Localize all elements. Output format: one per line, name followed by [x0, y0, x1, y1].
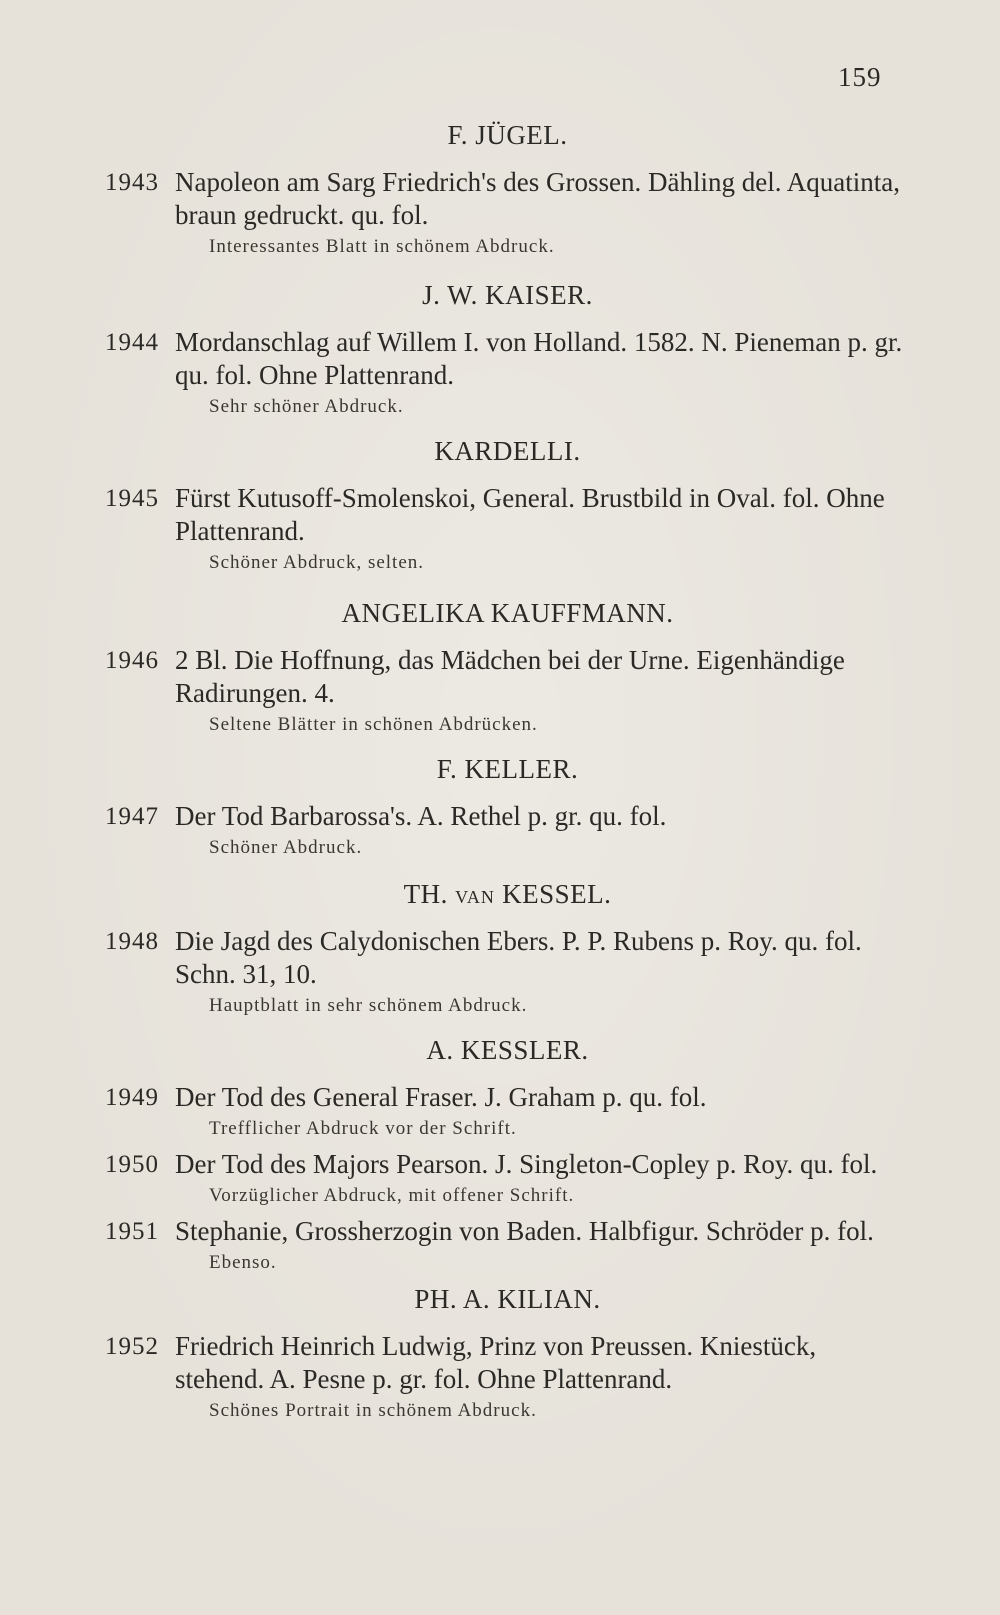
entry-description: Mordanschlag auf Willem I. von Holland. 1582. N. Pieneman p. gr. qu. fol. Ohne Plattenrand.	[175, 327, 903, 390]
lot-number: 1946	[105, 647, 159, 674]
entry-note: Ebenso.	[209, 1252, 277, 1273]
entry-description: Friedrich Heinrich Ludwig, Prinz von Preussen. Kniestück, stehend. A. Pesne p. gr. fol. Ohne Plattenrand.	[175, 1331, 817, 1394]
entry-description: Der Tod des Majors Pearson. J. Singleton-Copley p. Roy. qu. fol.	[175, 1149, 878, 1179]
entry-note: Hauptblatt in sehr schönem Abdruck.	[209, 995, 528, 1016]
entry-description: Fürst Kutusoff-Smolenskoi, General. Brustbild in Oval. fol. Ohne Plattenrand.	[175, 483, 885, 546]
lot-number: 1949	[105, 1084, 159, 1111]
entry-note: Schöner Abdruck.	[209, 837, 363, 858]
catalogue-entry	[105, 644, 910, 738]
catalogue-entry	[105, 800, 910, 861]
artist-heading-keller: F. KELLER.	[436, 754, 579, 784]
heading-suffix: KESSEL.	[502, 879, 612, 909]
artist-heading-kilian: PH. A. KILIAN.	[414, 1284, 601, 1314]
catalogue-entry	[105, 925, 910, 1019]
lot-number: 1952	[105, 1333, 159, 1360]
entry-note: Trefflicher Abdruck vor der Schrift.	[209, 1118, 517, 1139]
entry-description: Stephanie, Grossherzogin von Baden. Halbfigur. Schröder p. fol.	[175, 1216, 874, 1246]
catalogue-entry	[105, 482, 910, 576]
catalogue-content	[105, 118, 910, 1430]
artist-heading-kardelli: KARDELLI.	[434, 436, 581, 466]
catalogue-entry	[105, 1215, 910, 1276]
lot-number: 1948	[105, 928, 159, 955]
entry-note: Interessantes Blatt in schönem Abdruck.	[209, 236, 555, 257]
entry-description: Napoleon am Sarg Friedrich's des Grossen. Dähling del. Aquatinta, braun gedruckt. qu. fol.	[175, 167, 900, 230]
heading-prefix: TH.	[403, 879, 448, 909]
catalogue-entry	[105, 1330, 910, 1424]
entry-description: Der Tod des General Fraser. J. Graham p. qu. fol.	[175, 1082, 707, 1112]
lot-number: 1945	[105, 485, 159, 512]
heading-particle: VAN	[455, 887, 495, 907]
entry-note: Schöner Abdruck, selten.	[209, 552, 425, 573]
artist-heading-kaiser: J. W. KAISER.	[422, 280, 593, 310]
entry-description: 2 Bl. Die Hoffnung, das Mädchen bei der Urne. Eigenhändige Radirungen. 4.	[175, 645, 845, 708]
artist-heading-van-kessel	[105, 877, 910, 911]
entry-note: Sehr schöner Abdruck.	[209, 396, 404, 417]
lot-number: 1950	[105, 1151, 159, 1178]
catalogue-entry	[105, 1081, 910, 1142]
lot-number: 1943	[105, 169, 159, 196]
artist-heading-juegel: F. JÜGEL.	[447, 120, 568, 150]
entry-note: Seltene Blätter in schönen Abdrücken.	[209, 714, 538, 735]
lot-number: 1951	[105, 1218, 159, 1245]
catalogue-entry	[105, 326, 910, 420]
catalogue-entry	[105, 1148, 910, 1209]
page-number: 159	[838, 62, 882, 92]
artist-heading-kauffmann: ANGELIKA KAUFFMANN.	[341, 598, 674, 628]
catalogue-entry	[105, 166, 910, 260]
lot-number: 1947	[105, 803, 159, 830]
entry-description: Die Jagd des Calydonischen Ebers. P. P. Rubens p. Roy. qu. fol. Schn. 31, 10.	[175, 926, 862, 989]
entry-description: Der Tod Barbarossa's. A. Rethel p. gr. qu. fol.	[175, 801, 667, 831]
lot-number: 1944	[105, 329, 159, 356]
entry-note: Vorzüglicher Abdruck, mit offener Schrift.	[209, 1185, 575, 1206]
entry-note: Schönes Portrait in schönem Abdruck.	[209, 1400, 537, 1421]
artist-heading-kessler: A. KESSLER.	[426, 1035, 589, 1065]
